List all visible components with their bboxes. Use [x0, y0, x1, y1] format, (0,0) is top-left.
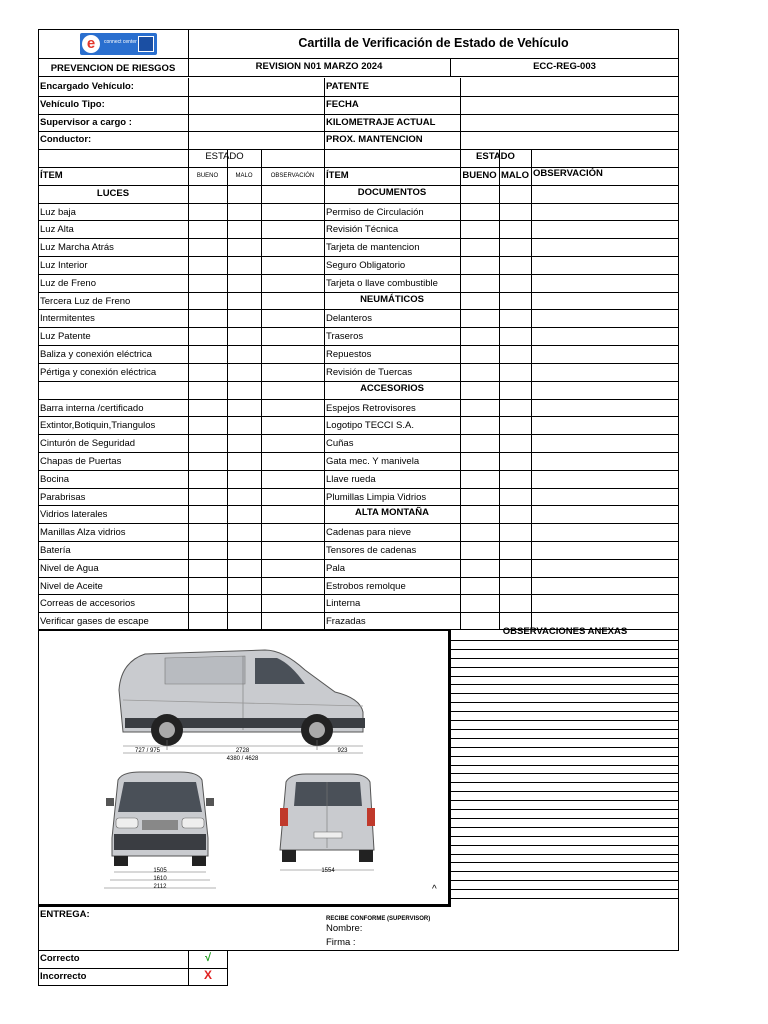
annex-line: [451, 684, 678, 685]
grid-vline: [188, 149, 189, 630]
annex-line: [451, 782, 678, 783]
left-item-label: Cinturón de Seguridad: [40, 438, 136, 450]
annex-line: [451, 791, 678, 792]
caret-up-icon: ^: [432, 884, 437, 895]
annex-line: [451, 738, 678, 739]
grid-hline: [38, 594, 679, 595]
left-item-label: Chapas de Puertas: [40, 455, 122, 467]
annex-line: [451, 809, 678, 810]
right-item-label: Tarjeta de mantencion: [326, 242, 420, 254]
grid-hline: [38, 452, 679, 453]
right-section-title: NEUMÁTICOS: [360, 293, 424, 305]
grid-hline: [38, 309, 679, 310]
annex-line: [451, 702, 678, 703]
annex-title: OBSERVACIONES ANEXAS: [502, 626, 628, 637]
annex-line: [451, 889, 678, 890]
annex-line: [451, 747, 678, 748]
right-item-label: Gata mec. Y manivela: [326, 455, 420, 467]
right-item-label: Permiso de Circulación: [326, 206, 424, 218]
grid-hline: [38, 541, 679, 542]
grid-vline: [460, 149, 461, 630]
revision-label: REVISION N01 MARZO 2024: [255, 61, 383, 72]
grid-vline: [499, 149, 500, 630]
right-item-label: Pala: [326, 562, 346, 574]
info-label-left: Encargado Vehículo:: [40, 81, 134, 92]
observacion-header-right: OBSERVACIÓN: [533, 168, 603, 179]
correcto-label: Correcto: [40, 953, 80, 964]
logo-badge-icon: [138, 36, 154, 52]
annex-line: [451, 756, 678, 757]
annex-line: [451, 827, 678, 828]
item-header-right: ÍTEM: [326, 170, 349, 181]
info-label-left: Vehículo Tipo:: [40, 98, 105, 110]
right-item-label: Traseros: [326, 331, 364, 343]
left-item-label: Pértiga y conexión eléctrica: [40, 366, 157, 378]
info-label-left: Supervisor a cargo :: [40, 116, 132, 128]
grid-vline: [261, 149, 262, 630]
bueno-header-right: BUENO: [462, 170, 497, 181]
grid-vline: [460, 78, 461, 149]
malo-header-left: MALO: [235, 173, 253, 179]
right-item-label: Logotipo TECCI S.A.: [326, 420, 415, 432]
left-item-label: Parabrisas: [40, 491, 86, 503]
left-item-label: Intermitentes: [40, 313, 95, 325]
vehicle-rear-view: [270, 770, 385, 880]
right-item-label: Plumillas Limpia Vidrios: [326, 491, 427, 503]
section-luces: LUCES: [96, 188, 130, 199]
estado-header-left: ESTADO: [205, 151, 244, 162]
firma-label: Firma :: [326, 937, 356, 948]
grid-vline: [188, 78, 189, 149]
recibe-label: RECIBE CONFORME (SUPERVISOR): [326, 916, 431, 922]
grid-vline: [227, 149, 228, 630]
grid-hline: [38, 327, 679, 328]
right-item-label: Cadenas para nieve: [326, 527, 412, 539]
observacion-header-left: OBSERVACIÓN: [270, 173, 315, 179]
annex-line: [451, 773, 678, 774]
left-item-label: Manillas Alza vidrios: [40, 527, 126, 539]
right-item-label: Linterna: [326, 598, 361, 610]
check-mark-icon: √: [204, 952, 212, 964]
right-item-label: Espejos Retrovisores: [326, 402, 416, 414]
grid-hline: [38, 131, 679, 132]
dimension-front-1: 1505: [153, 868, 167, 874]
info-label-right: PATENTE: [326, 81, 369, 92]
annex-line: [451, 720, 678, 721]
right-section-title: DOCUMENTOS: [357, 186, 427, 198]
grid-hline: [38, 363, 679, 364]
left-item-label: Luz Marcha Atrás: [40, 242, 114, 254]
annex-line: [451, 711, 678, 712]
left-item-label: Batería: [40, 544, 71, 556]
logo-text: connect center: [104, 39, 137, 45]
document-code: ECC-REG-003: [533, 61, 596, 72]
grid-hline: [38, 256, 679, 257]
vehicle-side-view: [105, 640, 375, 760]
info-label-right: KILOMETRAJE ACTUAL: [326, 116, 436, 128]
annex-line: [451, 658, 678, 659]
estado-header-right: ESTADO: [476, 151, 515, 162]
left-item-label: Nivel de Aceite: [40, 580, 103, 592]
grid-hline: [38, 149, 679, 150]
annex-line: [451, 693, 678, 694]
cross-mark-icon: X: [203, 968, 212, 982]
left-item-label: Correas de accesorios: [40, 598, 136, 610]
annex-line: [451, 898, 678, 899]
right-item-label: Tensores de cadenas: [326, 544, 417, 556]
grid-hline: [38, 238, 679, 239]
grid-vline: [324, 78, 325, 149]
left-item-label: Tercera Luz de Freno: [40, 295, 131, 307]
annex-line: [451, 836, 678, 837]
grid-hline: [38, 505, 679, 506]
entrega-label: ENTREGA:: [40, 909, 90, 920]
left-item-label: Luz Patente: [40, 331, 91, 343]
annex-line: [451, 649, 678, 650]
annex-line: [451, 845, 678, 846]
right-item-label: Cuñas: [326, 438, 354, 450]
grid-vline: [531, 149, 532, 630]
right-item-label: Revisión de Tuercas: [326, 366, 413, 378]
annex-line: [451, 871, 678, 872]
annex-line: [451, 676, 678, 677]
annex-line: [451, 818, 678, 819]
info-label-right: PROX. MANTENCION: [326, 134, 423, 146]
annex-line: [451, 862, 678, 863]
left-item-label: Luz de Freno: [40, 277, 96, 289]
right-section-title: ACCESORIOS: [360, 382, 424, 394]
right-item-label: Frazadas: [326, 616, 366, 628]
grid-hline: [38, 434, 679, 435]
grid-hline: [38, 96, 679, 97]
dimension-side-1: 727 / 975: [134, 748, 161, 754]
left-item-label: Barra interna /certificado: [40, 402, 144, 414]
item-header-left: ÍTEM: [40, 170, 63, 181]
right-item-label: Llave rueda: [326, 473, 376, 485]
left-item-label: Verificar gases de escape: [40, 616, 149, 628]
left-item-label: Luz Interior: [40, 260, 88, 272]
dimension-front-3: 2112: [153, 884, 167, 890]
annex-line: [451, 880, 678, 881]
right-section-title: ALTA MONTAÑA: [354, 507, 430, 519]
grid-hline: [38, 523, 679, 524]
annex-line: [451, 854, 678, 855]
bueno-header-left: BUENO: [196, 173, 219, 179]
nombre-label: Nombre:: [326, 923, 363, 934]
grid-hline: [38, 203, 679, 204]
malo-header-right: MALO: [501, 170, 529, 181]
grid-hline: [38, 274, 679, 275]
dimension-rear-1: 1554: [321, 868, 335, 874]
annex-line: [451, 800, 678, 801]
right-item-label: Tarjeta o llave combustible: [326, 277, 438, 289]
grid-hline: [38, 559, 679, 560]
grid-hline: [38, 612, 679, 613]
right-item-label: Estrobos remolque: [326, 580, 406, 592]
dimension-side-total: 4380 / 4628: [226, 756, 259, 762]
left-item-label: Luz baja: [40, 206, 76, 218]
incorrecto-label: Incorrecto: [40, 971, 87, 982]
left-item-label: Nivel de Agua: [40, 562, 99, 574]
info-label-right: FECHA: [326, 98, 359, 110]
grid-hline: [38, 488, 679, 489]
grid-hline: [38, 577, 679, 578]
logo-e-mark: e: [82, 35, 100, 53]
left-item-label: Vidrios laterales: [40, 509, 108, 521]
grid-hline: [38, 470, 679, 471]
dimension-front-2: 1610: [153, 876, 167, 882]
right-item-label: Revisión Técnica: [326, 224, 399, 236]
annex-line: [451, 765, 678, 766]
left-item-label: Bocina: [40, 473, 70, 485]
info-label-left: Conductor:: [40, 134, 92, 146]
grid-hline: [38, 416, 679, 417]
dimension-side-3: 923: [337, 748, 348, 754]
grid-hline: [38, 399, 679, 400]
form-title: Cartilla de Verificación de Estado de Vehículo: [298, 36, 569, 50]
left-item-label: Luz Alta: [40, 224, 74, 236]
company-logo: [80, 33, 157, 55]
left-item-label: Baliza y conexión eléctrica: [40, 349, 152, 361]
annex-line: [451, 667, 678, 668]
right-item-label: Repuestos: [326, 349, 372, 361]
left-item-label: Extintor,Botiquin,Triangulos: [40, 420, 156, 432]
annex-line: [451, 729, 678, 730]
annex-line: [451, 640, 678, 641]
grid-hline: [38, 345, 679, 346]
grid-hline: [38, 114, 679, 115]
dimension-side-2: 2728: [235, 748, 250, 754]
grid-hline: [38, 220, 679, 221]
right-item-label: Seguro Obligatorio: [326, 260, 406, 272]
annex-frame: [451, 630, 679, 907]
department-label: PREVENCION DE RIESGOS: [50, 63, 176, 74]
right-item-label: Delanteros: [326, 313, 372, 325]
